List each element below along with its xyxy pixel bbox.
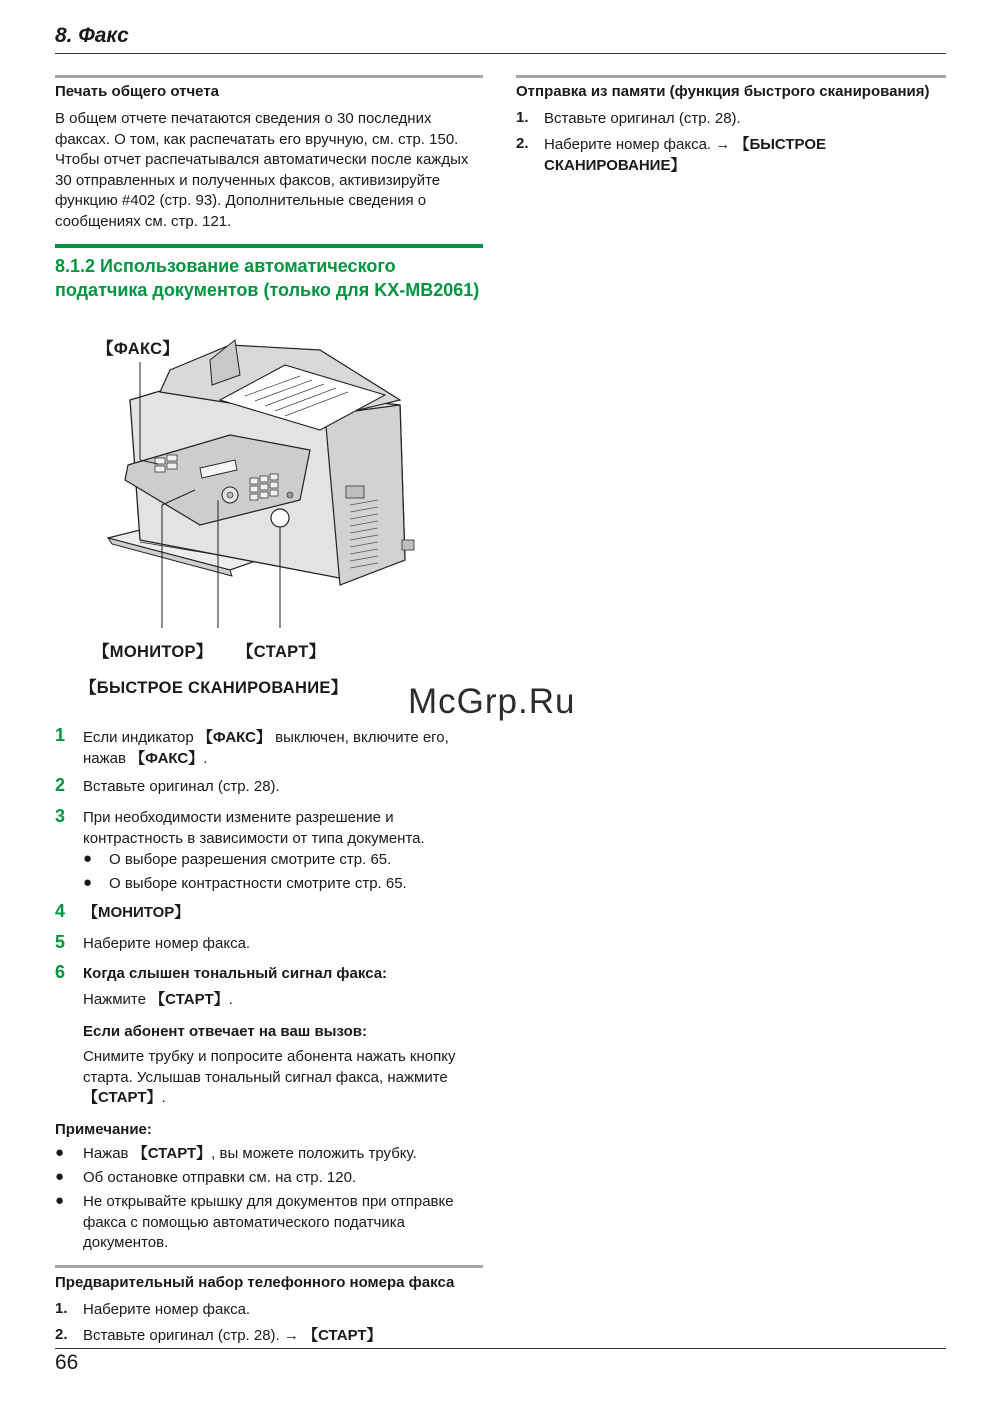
quick-scan-step-1: Вставьте оригинал (стр. 28). xyxy=(544,110,741,127)
bullet-text: О выборе контрастности смотрите стр. 65. xyxy=(109,875,407,892)
step-text: контрастность в зависимости от типа документа. xyxy=(83,829,425,847)
quick-scan-key-label: СКАНИРОВАНИЕ】 xyxy=(544,156,686,174)
step-1 xyxy=(83,728,493,769)
fax-callout: 【ФАКС】 xyxy=(97,340,180,358)
text-line: 30 отправленных и полученных факсов, активизируйте xyxy=(55,171,441,189)
report-title: Печать общего отчета xyxy=(55,83,220,100)
fax-key-label: 【ФАКС】 xyxy=(197,729,271,746)
note-item xyxy=(83,1144,417,1165)
quick-scan-title: Отправка из памяти (функция быстрого сканирования) xyxy=(516,83,930,100)
step-text: . xyxy=(161,1089,166,1106)
list-number: 1. xyxy=(55,1300,68,1317)
step-2: Вставьте оригинал (стр. 28). xyxy=(83,778,280,795)
note-item xyxy=(83,1192,493,1254)
text-line: сообщениях см. стр. 121. xyxy=(55,212,232,230)
step-3 xyxy=(83,808,493,849)
quick-scan-step-2 xyxy=(544,135,944,176)
predial-step-2 xyxy=(83,1326,382,1347)
fax-machine-illustration xyxy=(100,330,440,640)
bullet-dot: ● xyxy=(55,1168,65,1185)
bullet-dot: ● xyxy=(83,874,93,891)
page-number: 66 xyxy=(55,1351,79,1374)
start-button-drawing xyxy=(271,509,289,527)
chapter-title: 8. Факс xyxy=(55,24,129,47)
start-key-label: 【СТАРТ】 xyxy=(150,991,229,1008)
step-number: 4 xyxy=(55,901,66,921)
step-text: нажав xyxy=(83,749,131,767)
step-text: Если индикатор xyxy=(83,729,198,746)
arrow-icon: → xyxy=(283,1327,299,1344)
bullet-dot: ● xyxy=(55,1192,65,1209)
step-text: Вставьте оригинал (стр. 28). xyxy=(83,1327,280,1344)
step-text: Наберите номер факса. xyxy=(544,136,712,153)
bullet-dot: ● xyxy=(55,1144,65,1161)
predial-title: Предварительный набор телефонного номера факса xyxy=(55,1274,455,1291)
note-text: Нажав xyxy=(83,1145,133,1162)
step-6-paragraph xyxy=(83,1047,493,1109)
note-text: документов. xyxy=(83,1234,169,1251)
text-line: Чтобы отчет распечатывался автоматически после каждых xyxy=(55,151,469,168)
bullet-dot: ● xyxy=(83,850,93,867)
step-6-text xyxy=(83,990,233,1011)
footer-divider xyxy=(55,1348,946,1349)
step-number: 2 xyxy=(55,775,66,795)
text-line: факсах. О том, как распечатать его вручную, см. стр. 150. xyxy=(55,130,459,148)
step-number: 3 xyxy=(55,806,66,826)
list-number: 2. xyxy=(516,135,529,152)
fax-key-label: 【ФАКС】 xyxy=(130,749,204,767)
step-text: При необходимости измените разрешение и xyxy=(83,809,394,826)
list-number: 1. xyxy=(516,109,529,126)
report-paragraph xyxy=(55,109,495,232)
note-text: Не открывайте крышку для документов при отправке xyxy=(83,1193,454,1210)
step-text: . xyxy=(203,749,208,767)
text-line: функцию #402 (стр. 93). Дополнительные сведения о xyxy=(55,192,427,209)
quick-scan-key-label: 【БЫСТРОЕ xyxy=(734,136,827,153)
section-divider xyxy=(55,1265,483,1268)
arrow-icon: → xyxy=(715,136,731,153)
start-key-label: 【СТАРТ】 xyxy=(132,1145,212,1162)
step-number: 5 xyxy=(55,932,66,952)
section-heading-line: 8.1.2 Использование автоматического xyxy=(55,256,396,276)
start-callout: 【СТАРТ】 xyxy=(237,643,326,661)
step-text: выключен, включите его, xyxy=(270,729,449,746)
header-divider xyxy=(55,53,946,54)
section-heading-rule xyxy=(55,244,483,248)
step-number: 1 xyxy=(55,725,66,745)
note-item: Об остановке отправки см. на стр. 120. xyxy=(83,1169,357,1186)
monitor-callout: 【МОНИТОР】 xyxy=(93,643,213,661)
section-divider xyxy=(516,75,946,78)
step-6-heading-2: Если абонент отвечает на ваш вызов: xyxy=(83,1023,367,1040)
note-title: Примечание: xyxy=(55,1121,152,1138)
predial-step-1: Наберите номер факса. xyxy=(83,1301,251,1318)
section-heading-line: податчика документов (только для KX-MB2061) xyxy=(55,280,480,300)
step-text: старта. Услышав тональный сигнал факса, нажмите xyxy=(83,1068,448,1086)
bullet-text: О выборе разрешения смотрите стр. 65. xyxy=(109,851,392,868)
note-text: факса с помощью автоматического податчика xyxy=(83,1213,405,1231)
step-text: Нажмите xyxy=(83,991,151,1008)
start-key-label: 【СТАРТ】 xyxy=(83,1089,162,1106)
monitor-key-label: 【МОНИТОР】 xyxy=(83,904,190,921)
step-text: . xyxy=(228,991,233,1008)
watermark: McGrp.Ru xyxy=(408,682,576,721)
note-text: , вы можете положить трубку. xyxy=(211,1145,417,1162)
section-divider xyxy=(55,75,483,78)
list-number: 2. xyxy=(55,1326,68,1343)
text-line: В общем отчете печатаются сведения о 30 последних xyxy=(55,110,432,127)
step-text: Снимите трубку и попросите абонента нажать кнопку xyxy=(83,1048,456,1065)
start-key-label: 【СТАРТ】 xyxy=(303,1327,382,1344)
section-heading xyxy=(55,254,495,302)
step-5: Наберите номер факса. xyxy=(83,935,251,952)
quick-scan-callout: 【БЫСТРОЕ СКАНИРОВАНИЕ】 xyxy=(80,679,348,697)
step-6-heading: Когда слышен тональный сигнал факса: xyxy=(83,965,388,982)
step-number: 6 xyxy=(55,962,66,982)
